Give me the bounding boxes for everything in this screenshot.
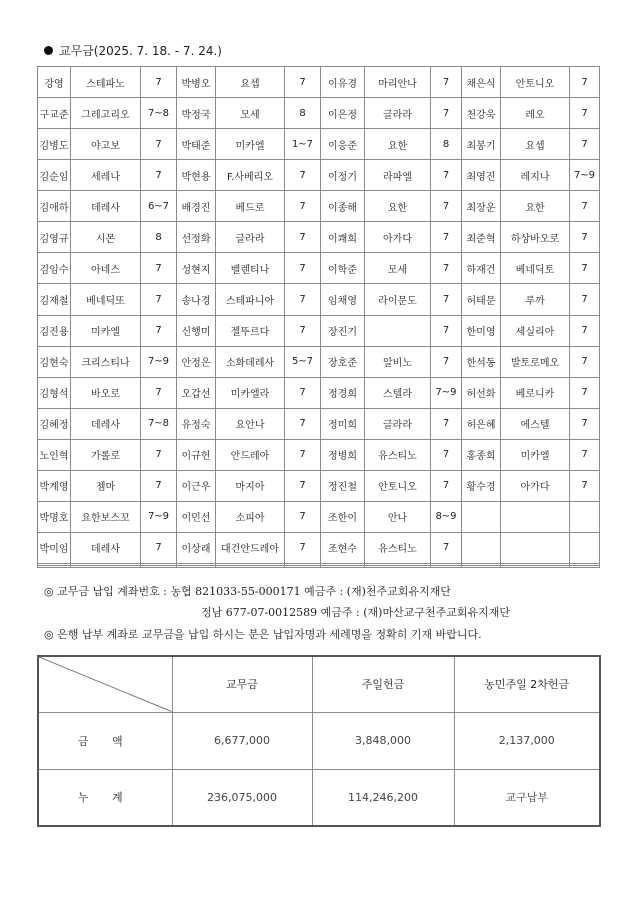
roster-cell-name: 허선화 (462, 377, 501, 408)
summary-amount-value: 2,137,000 (454, 712, 600, 769)
roster-cell-name: 김영규 (38, 222, 71, 253)
roster-cell-name: 박정국 (177, 98, 216, 129)
roster-cell-months: 7 (570, 470, 600, 501)
roster-cell-months: 7 (141, 315, 177, 346)
roster-cell-baptismal-name: 마지아 (216, 470, 285, 501)
roster-cell-months: 7 (570, 222, 600, 253)
roster-cell-baptismal-name: 마리안나 (365, 67, 431, 98)
roster-cell-name: 최영진 (462, 160, 501, 191)
roster-cell-name: 박태준 (177, 129, 216, 160)
roster-cell-baptismal-name: 안토니오 (365, 470, 431, 501)
roster-cell-name (177, 565, 216, 567)
roster-cell-baptismal-name: 요안나 (216, 408, 285, 439)
roster-cell-name: 이종해 (321, 191, 365, 222)
roster-row (38, 377, 600, 408)
roster-cell-baptismal-name: 바오로 (71, 377, 141, 408)
roster-cell-months: 7 (141, 284, 177, 315)
roster-row (38, 284, 600, 315)
roster-row (38, 253, 600, 284)
roster-cell-months (570, 501, 600, 532)
roster-cell-baptismal-name: 유스티노 (365, 532, 431, 563)
roster-cell-baptismal-name: 크리스티나 (71, 346, 141, 377)
roster-cell-name (462, 501, 501, 532)
summary-table (37, 655, 601, 827)
roster-cell-months: 7 (570, 191, 600, 222)
roster-cell-baptismal-name: 안나 (365, 501, 431, 532)
summary-header-gyomugeum: 교무금 (172, 656, 312, 712)
summary-cumulative-value: 114,246,200 (312, 769, 454, 826)
roster-cell-name: 정경희 (321, 377, 365, 408)
roster-cell-months: 7 (431, 67, 462, 98)
roster-cell-baptismal-name: 세실리아 (501, 315, 570, 346)
roster-cell-months: 8 (285, 98, 321, 129)
roster-row (38, 160, 600, 191)
roster-row (38, 129, 600, 160)
payment-instruction: ◎ 은행 납부 계좌로 교무금을 납입 하시는 분은 납입자명과 세례명을 정확히 기재 바랍니다. (44, 628, 482, 641)
roster-cell-name: 정병희 (321, 439, 365, 470)
summary-corner-cell (38, 656, 172, 712)
roster-cell-baptismal-name: 미카엘라 (216, 377, 285, 408)
roster-cell-months: 7 (285, 439, 321, 470)
account-note-line-1: ◎ 교무금 납입 계좌번호 : 농협 821033-55-000171 예금주 : (재)천주교회유지재단 (44, 585, 451, 598)
roster-cell-name: 배경진 (177, 191, 216, 222)
summary-header-sunday-offering: 주일헌금 (312, 656, 454, 712)
roster-cell-months: 7~9 (431, 377, 462, 408)
roster-cell-name: 장호준 (321, 346, 365, 377)
roster-cell-name: 이쾌희 (321, 222, 365, 253)
roster-cell-months: 7 (431, 439, 462, 470)
summary-row-label-amount: 금 액 (38, 712, 172, 769)
roster-cell-months: 7 (141, 470, 177, 501)
roster-row (38, 315, 600, 346)
roster-cell-name: 최봉기 (462, 129, 501, 160)
roster-cell-months: 7 (285, 315, 321, 346)
roster-cell-name (321, 565, 365, 567)
roster-cell-baptismal-name: 시몬 (71, 222, 141, 253)
roster-cell-baptismal-name: 아네스 (71, 253, 141, 284)
roster-cell-name: 박계영 (38, 470, 71, 501)
roster-cell-months: 7 (285, 284, 321, 315)
roster-cell-baptismal-name: 소화데레사 (216, 346, 285, 377)
roster-cell-name: 신행미 (177, 315, 216, 346)
roster-cell-months: 7 (570, 408, 600, 439)
roster-cell-name: 황수경 (462, 470, 501, 501)
roster-cell-months: 7 (570, 284, 600, 315)
roster-cell-baptismal-name: F.사베리오 (216, 160, 285, 191)
roster-cell-months (570, 565, 600, 567)
roster-cell-months: 7 (431, 98, 462, 129)
roster-cell-baptismal-name: 데레사 (71, 532, 141, 563)
roster-cell-months: 7 (431, 315, 462, 346)
roster-cell-baptismal-name: 루까 (501, 284, 570, 315)
roster-cell-baptismal-name: 요한보스꼬 (71, 501, 141, 532)
roster-cell-name: 한석동 (462, 346, 501, 377)
summary-cumulative-value: 교구납부 (454, 769, 600, 826)
roster-cell-name (462, 565, 501, 567)
roster-cell-months: 7 (285, 408, 321, 439)
roster-cell-baptismal-name: 대건안드레아 (216, 532, 285, 563)
roster-cell-name: 성현지 (177, 253, 216, 284)
roster-cell-name: 유정숙 (177, 408, 216, 439)
roster-cell-baptismal-name: 알비노 (365, 346, 431, 377)
roster-cell-months: 7~8 (141, 98, 177, 129)
roster-cell-months: 5~7 (285, 346, 321, 377)
roster-cell-months: 7 (285, 67, 321, 98)
roster-cell-baptismal-name: 요셉 (501, 129, 570, 160)
roster-cell-name: 구교준 (38, 98, 71, 129)
roster-cell-baptismal-name: 안토니오 (501, 67, 570, 98)
roster-cell-baptismal-name: 레지나 (501, 160, 570, 191)
roster-cell-baptismal-name: 요한 (365, 129, 431, 160)
roster-cell-months: 7~9 (141, 501, 177, 532)
roster-cell-months: 7 (431, 346, 462, 377)
roster-cell-name: 최준혁 (462, 222, 501, 253)
page-heading (44, 42, 222, 59)
roster-cell-months: 7 (285, 160, 321, 191)
roster-cell-baptismal-name: 요한 (365, 191, 431, 222)
roster-cell-baptismal-name (71, 565, 141, 567)
roster-cell-name: 이학준 (321, 253, 365, 284)
roster-cell-name (38, 565, 71, 567)
roster-cell-months: 8~9 (431, 501, 462, 532)
roster-cell-name: 이근우 (177, 470, 216, 501)
roster-cell-months: 7~9 (141, 346, 177, 377)
roster-cell-baptismal-name (501, 501, 570, 532)
roster-cell-name: 박명호 (38, 501, 71, 532)
roster-cell-baptismal-name: 스테파니아 (216, 284, 285, 315)
roster-cell-baptismal-name: 라이문도 (365, 284, 431, 315)
roster-row (38, 222, 600, 253)
roster-cell-months: 7~8 (141, 408, 177, 439)
roster-cell-baptismal-name: 아가다 (501, 470, 570, 501)
roster-cell-name: 강영 (38, 67, 71, 98)
roster-cell-baptismal-name: 베드로 (216, 191, 285, 222)
roster-cell-baptismal-name (501, 532, 570, 563)
roster-cell-baptismal-name: 세레나 (71, 160, 141, 191)
roster-cell-months: 8 (431, 129, 462, 160)
roster-cell-months: 7 (431, 222, 462, 253)
roster-cell-name: 천강욱 (462, 98, 501, 129)
roster-cell-name: 노인혁 (38, 439, 71, 470)
summary-header-farmers-sunday: 농민주일 2차헌금 (454, 656, 600, 712)
roster-cell-baptismal-name (365, 565, 431, 567)
roster-cell-baptismal-name (501, 565, 570, 567)
roster-row (38, 191, 600, 222)
roster-cell-months: 7 (285, 377, 321, 408)
roster-cell-name: 최장운 (462, 191, 501, 222)
roster-row (38, 565, 600, 567)
roster-cell-months: 6~7 (141, 191, 177, 222)
roster-cell-name: 안정은 (177, 346, 216, 377)
roster-cell-baptismal-name: 젬마 (71, 470, 141, 501)
account-note-line-2: 정남 677-07-0012589 예금주 : (재)마산교구천주교회유지재단 (201, 606, 510, 619)
roster-cell-baptismal-name: 베네딕토 (501, 253, 570, 284)
roster-cell-months: 7 (141, 377, 177, 408)
roster-cell-months: 7 (431, 408, 462, 439)
roster-cell-months: 7 (570, 346, 600, 377)
roster-cell-name: 홍종희 (462, 439, 501, 470)
roster-cell-months: 7 (285, 470, 321, 501)
roster-cell-months: 7 (431, 160, 462, 191)
roster-cell-months: 7 (570, 67, 600, 98)
roster-cell-months: 7 (141, 532, 177, 563)
roster-cell-name: 이유경 (321, 67, 365, 98)
roster-cell-name: 이규헌 (177, 439, 216, 470)
roster-cell-baptismal-name: 안드레아 (216, 439, 285, 470)
roster-cell-baptismal-name: 베네딕또 (71, 284, 141, 315)
roster-cell-baptismal-name: 야고보 (71, 129, 141, 160)
roster-cell-name: 김형석 (38, 377, 71, 408)
roster-cell-name: 이정기 (321, 160, 365, 191)
roster-cell-months (285, 565, 321, 567)
roster-cell-months: 7~9 (570, 160, 600, 191)
roster-cell-baptismal-name: 아가다 (365, 222, 431, 253)
roster-cell-months: 7 (570, 377, 600, 408)
roster-cell-baptismal-name: 레오 (501, 98, 570, 129)
roster-cell-name: 김재철 (38, 284, 71, 315)
roster-cell-months: 7 (285, 222, 321, 253)
roster-cell-baptismal-name: 데레사 (71, 408, 141, 439)
summary-amount-value: 6,677,000 (172, 712, 312, 769)
roster-cell-baptismal-name: 데레사 (71, 191, 141, 222)
roster-cell-baptismal-name: 젤뚜르다 (216, 315, 285, 346)
roster-cell-name: 조현수 (321, 532, 365, 563)
diagonal-line (39, 657, 172, 712)
roster-cell-baptismal-name (216, 565, 285, 567)
roster-cell-baptismal-name: 모세 (216, 98, 285, 129)
roster-cell-name (462, 532, 501, 563)
roster-cell-baptismal-name (365, 315, 431, 346)
roster-cell-name: 김병도 (38, 129, 71, 160)
roster-cell-baptismal-name: 요한 (501, 191, 570, 222)
roster-cell-name: 장진기 (321, 315, 365, 346)
roster-cell-months: 7 (141, 160, 177, 191)
roster-row (38, 67, 600, 98)
roster-cell-months: 1~7 (285, 129, 321, 160)
roster-cell-baptismal-name: 라파엘 (365, 160, 431, 191)
roster-cell-months: 7 (141, 253, 177, 284)
roster-cell-baptismal-name: 모세 (365, 253, 431, 284)
roster-cell-name: 채은식 (462, 67, 501, 98)
roster-cell-months: 7 (285, 532, 321, 563)
roster-cell-months: 7 (570, 439, 600, 470)
summary-row-label-cumulative: 누 계 (38, 769, 172, 826)
roster-cell-name: 오갑선 (177, 377, 216, 408)
roster-cell-name: 송나경 (177, 284, 216, 315)
roster-cell-months (431, 565, 462, 567)
roster-cell-name: 허태문 (462, 284, 501, 315)
roster-cell-baptismal-name: 유스티노 (365, 439, 431, 470)
roster-row (38, 346, 600, 377)
roster-row (38, 439, 600, 470)
roster-cell-baptismal-name: 스테파노 (71, 67, 141, 98)
roster-cell-baptismal-name: 글라라 (216, 222, 285, 253)
roster-cell-baptismal-name: 미카엘 (501, 439, 570, 470)
roster-cell-baptismal-name: 베로니카 (501, 377, 570, 408)
roster-cell-baptismal-name: 글라라 (365, 98, 431, 129)
summary-cumulative-value: 236,075,000 (172, 769, 312, 826)
roster-cell-name: 정진철 (321, 470, 365, 501)
roster-row (38, 501, 600, 532)
roster-cell-months: 7 (570, 129, 600, 160)
roster-cell-baptismal-name: 미카엘 (216, 129, 285, 160)
roster-cell-name: 이은정 (321, 98, 365, 129)
roster-cell-baptismal-name: 하상바오로 (501, 222, 570, 253)
summary-amount-value: 3,848,000 (312, 712, 454, 769)
roster-cell-baptismal-name: 미카엘 (71, 315, 141, 346)
roster-cell-months: 8 (141, 222, 177, 253)
roster-cell-name: 하재건 (462, 253, 501, 284)
roster-cell-baptismal-name: 가롤로 (71, 439, 141, 470)
roster-row (38, 470, 600, 501)
roster-cell-name: 박현용 (177, 160, 216, 191)
roster-cell-name: 이상래 (177, 532, 216, 563)
roster-cell-name: 이응준 (321, 129, 365, 160)
roster-cell-months: 7 (431, 470, 462, 501)
roster-cell-name: 김현숙 (38, 346, 71, 377)
roster-cell-name: 박미임 (38, 532, 71, 563)
roster-cell-baptismal-name: 글라라 (365, 408, 431, 439)
roster-cell-name: 한미영 (462, 315, 501, 346)
roster-cell-months: 7 (285, 501, 321, 532)
roster-cell-name: 김임수 (38, 253, 71, 284)
roster-cell-name: 임채영 (321, 284, 365, 315)
roster-cell-months: 7 (285, 253, 321, 284)
roster-cell-months: 7 (141, 129, 177, 160)
bullet-icon (44, 46, 53, 55)
roster-cell-months: 7 (570, 253, 600, 284)
roster-cell-months: 7 (141, 439, 177, 470)
roster-cell-months: 7 (570, 98, 600, 129)
roster-cell-months: 7 (431, 191, 462, 222)
roster-cell-baptismal-name: 그레고리오 (71, 98, 141, 129)
roster-cell-name: 김진용 (38, 315, 71, 346)
roster-cell-name: 김애하 (38, 191, 71, 222)
roster-cell-months (570, 532, 600, 563)
roster-cell-name: 김혜정 (38, 408, 71, 439)
roster-cell-months: 7 (431, 284, 462, 315)
roster-cell-months (141, 565, 177, 567)
roster-table (37, 66, 600, 568)
roster-cell-baptismal-name: 발토로메오 (501, 346, 570, 377)
roster-row (38, 532, 600, 563)
roster-cell-name: 선정화 (177, 222, 216, 253)
roster-cell-name: 허은혜 (462, 408, 501, 439)
roster-cell-baptismal-name: 요셉 (216, 67, 285, 98)
roster-cell-baptismal-name: 벨렌티나 (216, 253, 285, 284)
roster-cell-months: 7 (141, 67, 177, 98)
roster-cell-baptismal-name: 스텔라 (365, 377, 431, 408)
roster-cell-months: 7 (570, 315, 600, 346)
roster-cell-name: 정미희 (321, 408, 365, 439)
roster-cell-baptismal-name: 에스텔 (501, 408, 570, 439)
roster-cell-months: 7 (285, 191, 321, 222)
roster-cell-name: 이민선 (177, 501, 216, 532)
heading-text: 교무금(2025. 7. 18. - 7. 24.) (59, 44, 222, 58)
roster-row (38, 98, 600, 129)
roster-cell-months: 7 (431, 253, 462, 284)
roster-row (38, 408, 600, 439)
roster-cell-name: 박병오 (177, 67, 216, 98)
roster-cell-baptismal-name: 소피아 (216, 501, 285, 532)
roster-cell-name: 조한이 (321, 501, 365, 532)
roster-cell-name: 김순임 (38, 160, 71, 191)
roster-cell-months: 7 (431, 532, 462, 563)
